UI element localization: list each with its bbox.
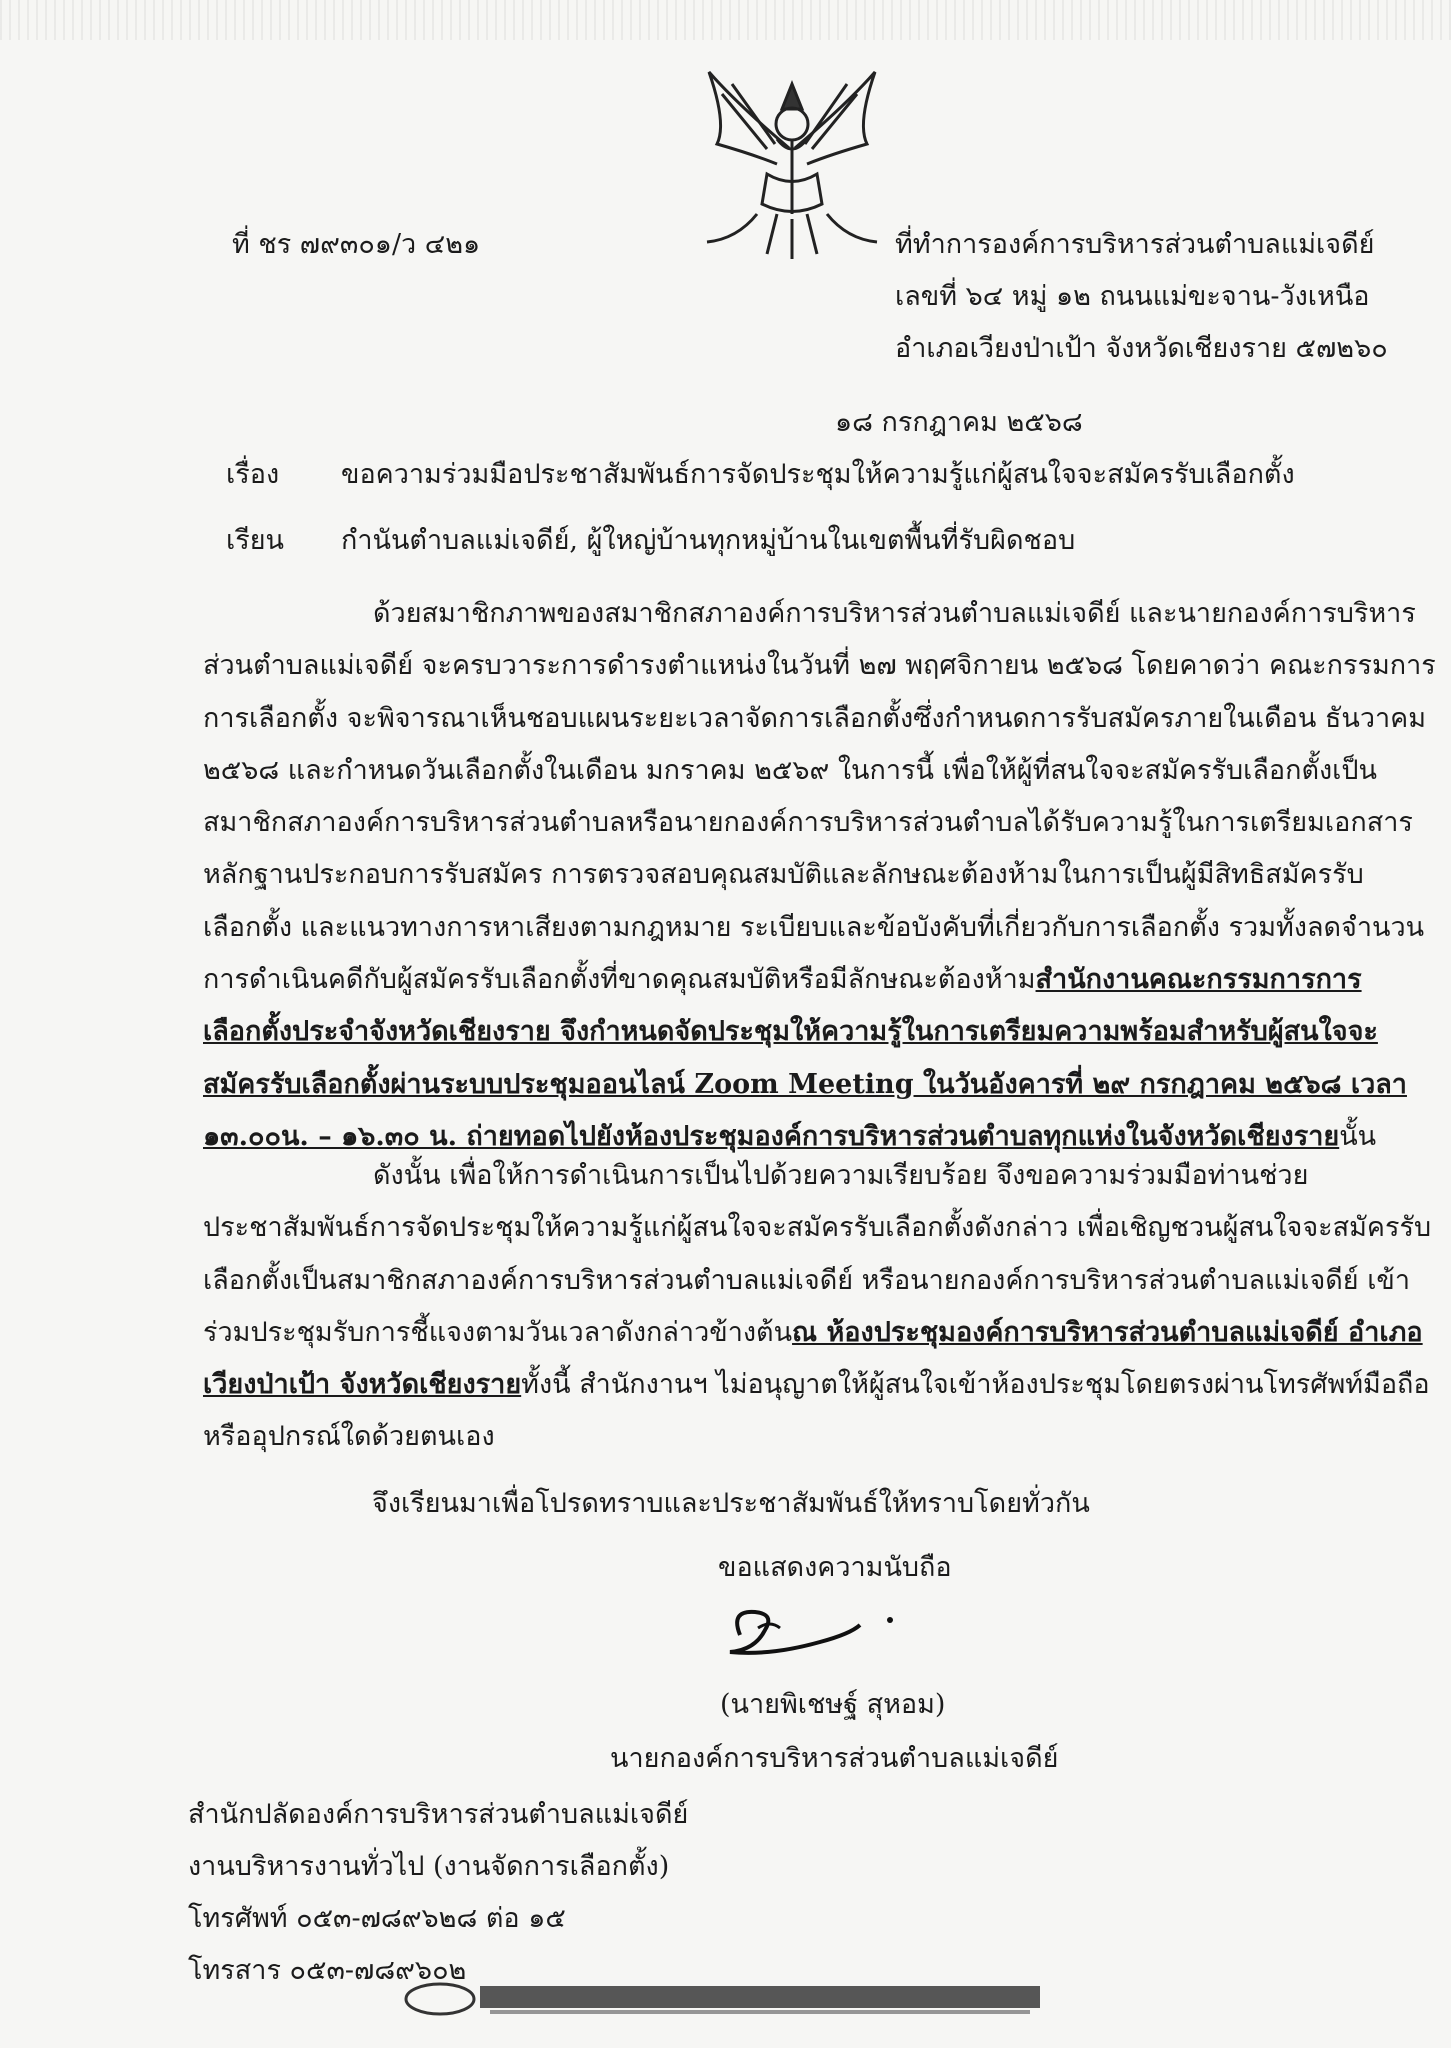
underlined-text: เวียงป่าเป้า จังหวัดเชียงราย — [203, 1369, 522, 1401]
office-phone: โทรศัพท์ ๐๕๓-๗๘๙๖๒๘ ต่อ ๑๕ — [188, 1903, 566, 1934]
underlined-text: ณ ห้องประชุมองค์การบริหารส่วนตำบลแม่เจดีย์ อำเภอ — [792, 1316, 1423, 1348]
paragraph-line: นั้น — [1339, 1120, 1377, 1152]
paragraph-line: ร่วมประชุมรับการชี้แจงตามวันเวลาดังกล่าวข้างต้น — [203, 1316, 793, 1348]
underlined-text: สำนักงานคณะกรรมการการ — [1035, 964, 1362, 996]
paragraph-line: สมาชิกสภาองค์การบริหารส่วนตำบลหรือนายกองค์การบริหารส่วนตำบลได้รับความรู้ในการเตรียมเอกสาร — [203, 807, 1413, 839]
closing-line: จึงเรียนมาเพื่อโปรดทราบและประชาสัมพันธ์ให้ทราบโดยทั่วกัน — [372, 1488, 1090, 1519]
signer-position: นายกองค์การบริหารส่วนตำบลแม่เจดีย์ — [610, 1743, 1059, 1774]
sender-address — [895, 219, 1388, 375]
document-number: ที่ ชร ๗๙๓๐๑/ว ๔๒๑ — [232, 229, 481, 260]
subject-text: ขอความร่วมมือประชาสัมพันธ์การจัดประชุมให้ความรู้แก่ผู้สนใจจะสมัครรับเลือกตั้ง — [341, 459, 1295, 490]
office-contact — [188, 1789, 688, 1997]
subject-row — [226, 452, 1295, 495]
underlined-text: สมัครรับเลือกตั้งผ่านระบบประชุมออนไลน์ Zoom Meeting ในวันอังคารที่ ๒๙ กรกฎาคม ๒๕๖๘ เวลา — [203, 1068, 1407, 1100]
paragraph-line: ประชาสัมพันธ์การจัดประชุมให้ความรู้แก่ผู้สนใจจะสมัครรับเลือกตั้งดังกล่าว เพื่อเชิญชวนผู้สนใจจะสมัครรับ — [203, 1212, 1432, 1244]
address-line: เลขที่ ๖๔ หมู่ ๑๒ ถนนแม่ขะจาน-วังเหนือ — [895, 281, 1370, 312]
paragraph-line: เลือกตั้ง และแนวทางการหาเสียงตามกฎหมาย ระเบียบและข้อบังคับที่เกี่ยวกับการเลือกตั้ง รวมทั้งลดจำนวน — [203, 911, 1425, 943]
paragraph-line: การเลือกตั้ง จะพิจารณาเห็นชอบแผนระยะเวลาจัดการเลือกตั้งซึ่งกำหนดการรับสมัครภายในเดือน ธันวาคม — [203, 702, 1427, 734]
garuda-emblem-icon — [697, 64, 887, 264]
salutation-text: กำนันตำบลแม่เจดีย์, ผู้ใหญ่บ้านทุกหมู่บ้านในเขตพื้นที่รับผิดชอบ — [341, 525, 1076, 556]
paragraph-line: เลือกตั้งเป็นสมาชิกสภาองค์การบริหารส่วนตำบลแม่เจดีย์ หรือนายกองค์การบริหารส่วนตำบลแม่เจดีย์ เข้า — [203, 1264, 1411, 1296]
footer-motto-stamp-icon — [400, 1980, 1070, 2018]
office-fax: โทรสาร ๐๕๓-๗๘๙๖๐๒ — [188, 1955, 467, 1986]
paragraph-line: หรืออุปกรณ์ใดด้วยตนเอง — [203, 1421, 495, 1453]
signer-name: (นายพิเชษฐ์ สุหอม) — [720, 1689, 946, 1720]
signature-icon — [710, 1590, 910, 1670]
letter-date: ๑๘ กรกฎาคม ๒๕๖๘ — [835, 407, 1083, 438]
address-line: อำเภอเวียงป่าเป้า จังหวัดเชียงราย ๕๗๒๖๐ — [895, 333, 1388, 364]
office-section: งานบริหารงานทั่วไป (งานจัดการเลือกตั้ง) — [188, 1851, 670, 1882]
paragraph-line: ส่วนตำบลแม่เจดีย์ จะครบวาระการดำรงตำแหน่งในวันที่ ๒๗ พฤศจิกายน ๒๕๖๘ โดยคาดว่า คณะกรรมการ — [203, 650, 1436, 682]
paragraph-line: หลักฐานประกอบการรับสมัคร การตรวจสอบคุณสมบัติและลักษณะต้องห้ามในการเป็นผู้มีสิทธิสมัครรับ — [203, 859, 1364, 891]
address-line: ที่ทำการองค์การบริหารส่วนตำบลแม่เจดีย์ — [895, 229, 1375, 260]
scan-noise — [0, 0, 1451, 40]
subject-label: เรื่อง — [226, 459, 280, 490]
paragraph-line: ทั้งนี้ สำนักงานฯ ไม่อนุญาตให้ผู้สนใจเข้าห้องประชุมโดยตรงผ่านโทรศัพท์มือถือ — [521, 1369, 1430, 1401]
salutation-label: เรียน — [226, 525, 285, 556]
body-paragraph-2 — [203, 1150, 1432, 1464]
paragraph-line: ดังนั้น เพื่อให้การดำเนินการเป็นไปด้วยความเรียบร้อย จึงขอความร่วมมือท่านช่วย — [373, 1160, 1309, 1191]
underlined-text: เลือกตั้งประจำจังหวัดเชียงราย จึงกำหนดจัดประชุมให้ความรู้ในการเตรียมความพร้อมสำหรับผู้สนใจจะ — [203, 1016, 1378, 1048]
salutation-row — [226, 518, 1075, 561]
office-dept: สำนักปลัดองค์การบริหารส่วนตำบลแม่เจดีย์ — [188, 1799, 689, 1830]
body-paragraph-1 — [203, 588, 1436, 1163]
paragraph-line: ๒๕๖๘ และกำหนดวันเลือกตั้งในเดือน มกราคม ๒๕๖๙ ในการนี้ เพื่อให้ผู้ที่สนใจจะสมัครรับเลือกตั้งเป็น — [203, 754, 1377, 786]
underlined-text: ๑๓.๐๐น. – ๑๖.๓๐ น. ถ่ายทอดไปยังห้องประชุมองค์การบริหารส่วนตำบลทุกแห่งในจังหวัดเชียงราย — [203, 1120, 1340, 1152]
paragraph-line: การดำเนินคดีกับผู้สมัครรับเลือกตั้งที่ขาดคุณสมบัติหรือมีลักษณะต้องห้าม — [203, 964, 1036, 996]
paragraph-line: ด้วยสมาชิกภาพของสมาชิกสภาองค์การบริหารส่วนตำบลแม่เจดีย์ และนายกองค์การบริหาร — [373, 598, 1416, 629]
regards-line: ขอแสดงความนับถือ — [718, 1552, 952, 1583]
